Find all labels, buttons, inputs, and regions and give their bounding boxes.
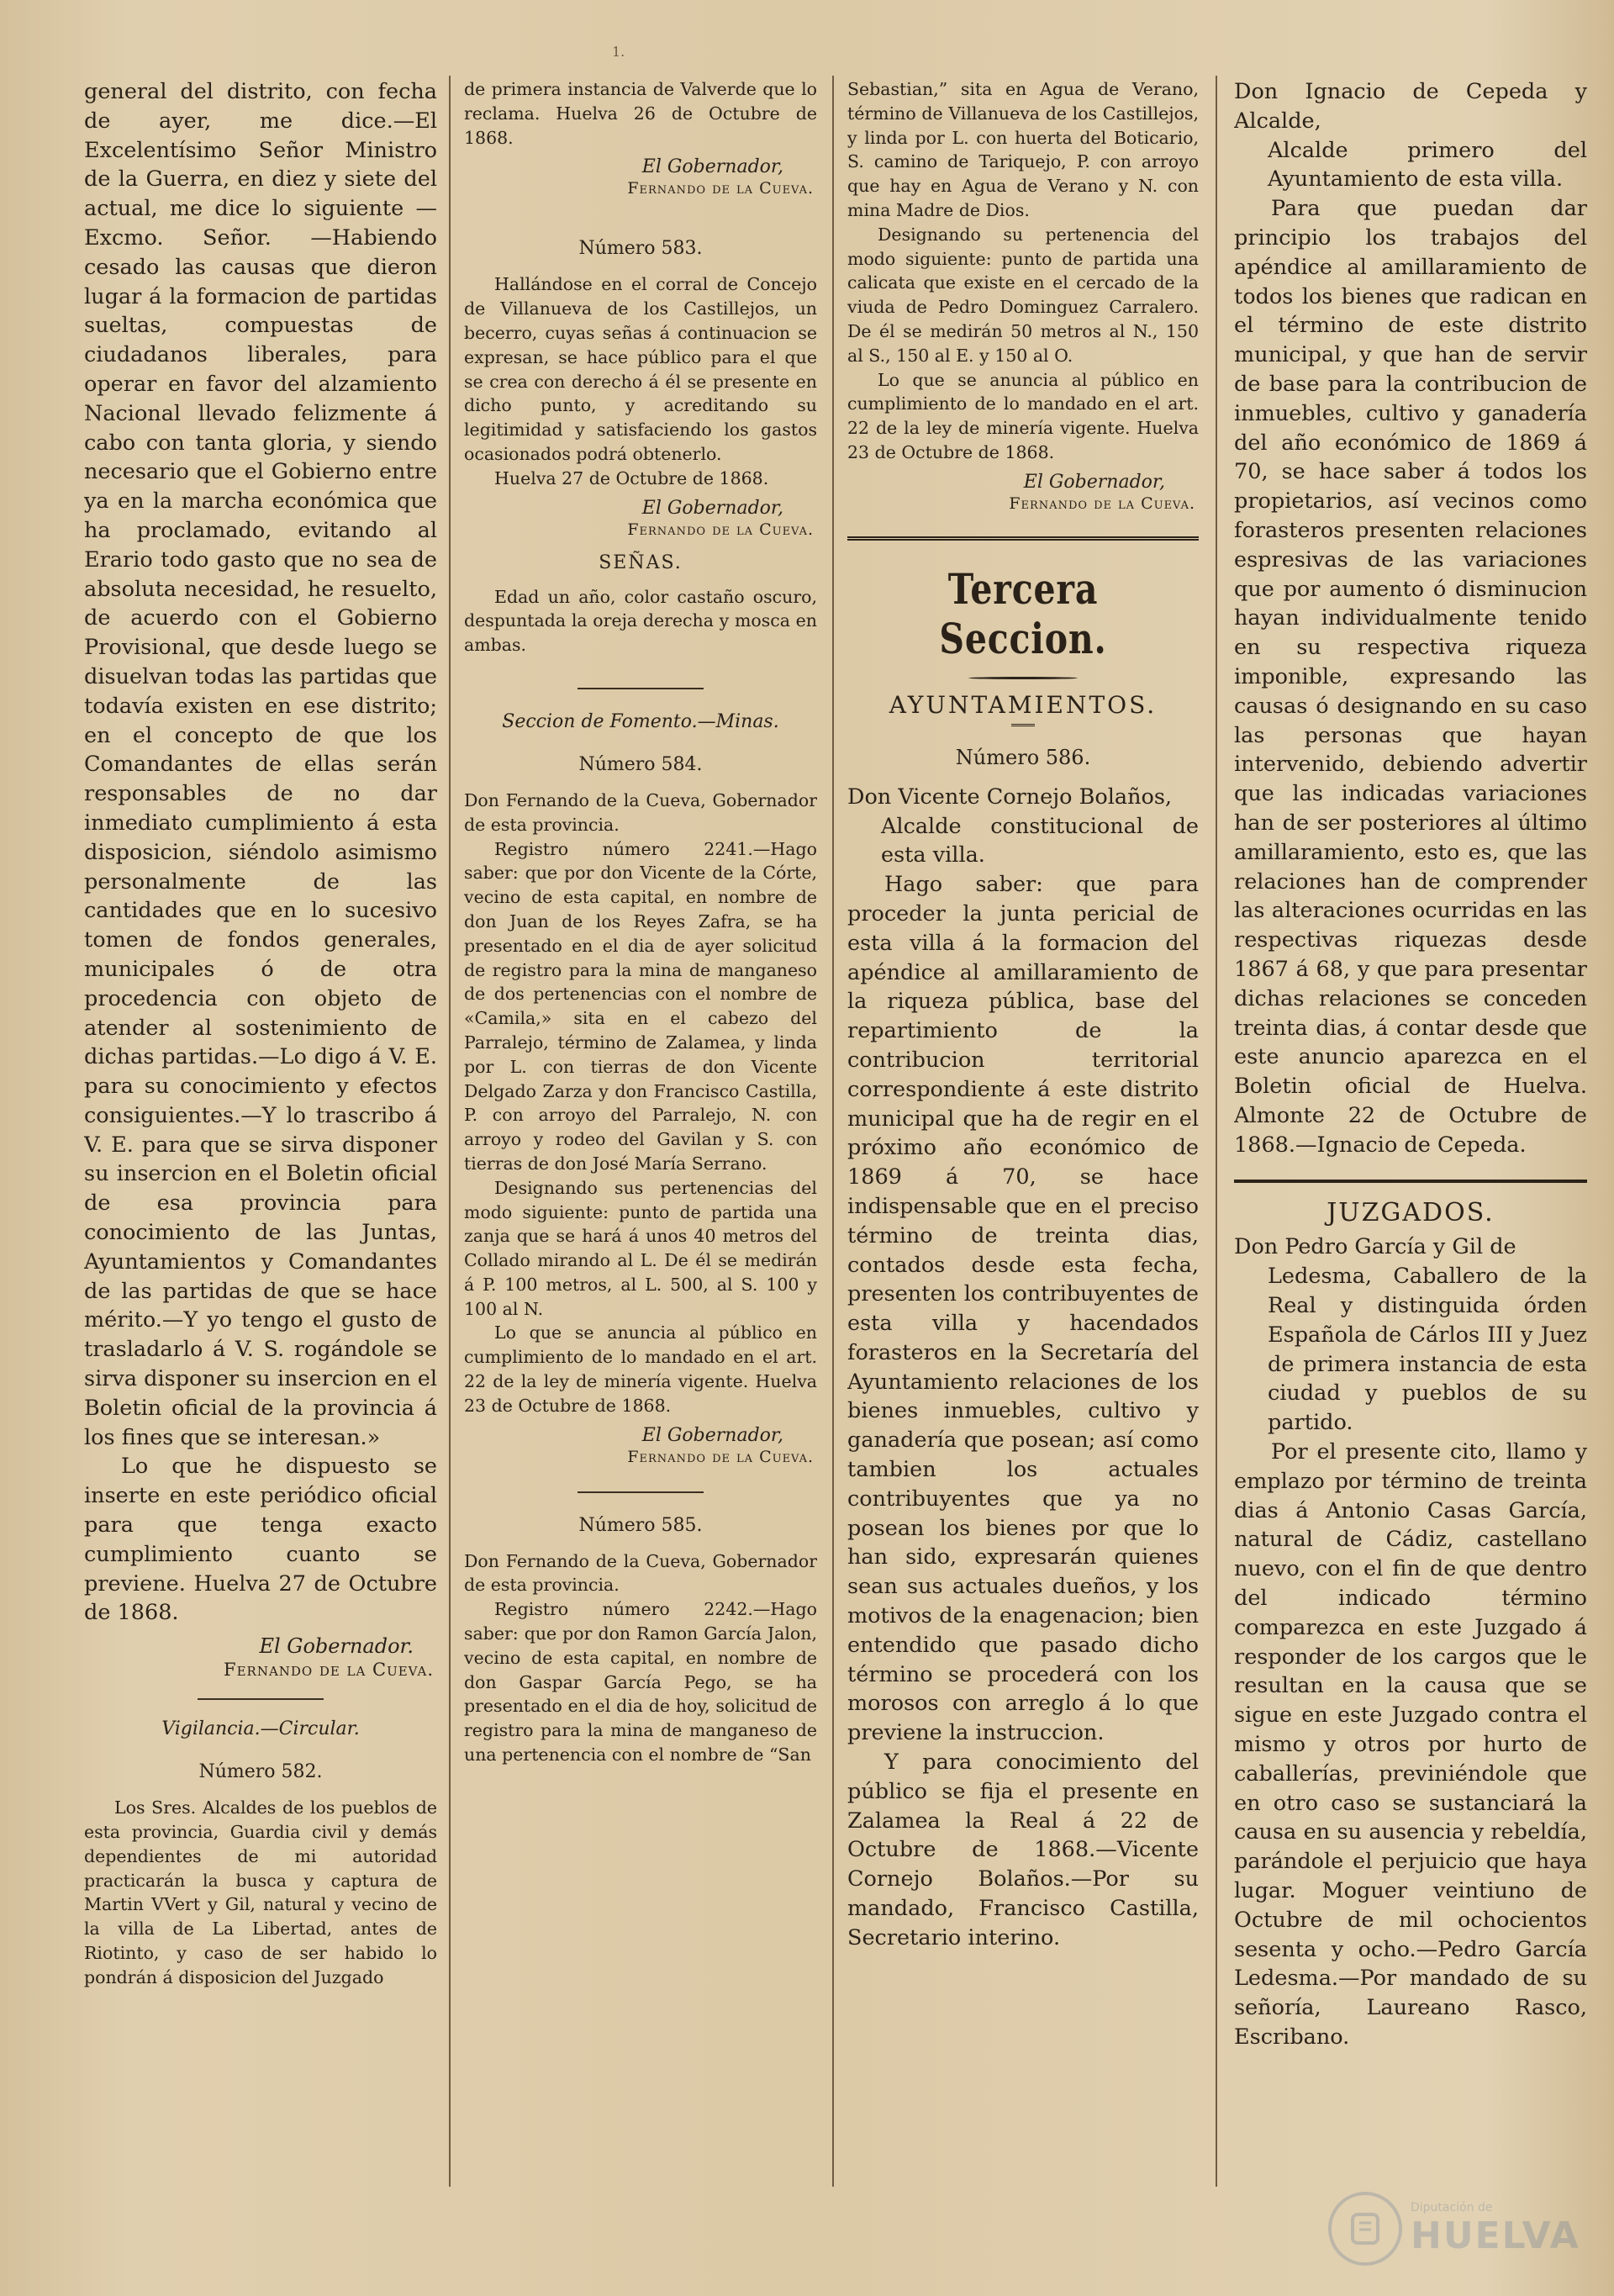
separator [198, 1698, 324, 1700]
column-rule [832, 76, 834, 2187]
signature-name: Fernando de la Cueva. [224, 1660, 434, 1681]
notice-body: Sebastian,” sita en Agua de Verano, término de Villanueva de los Castillejos, y linda por L. con huerta del Boticario, S. camino de Tariquejo, P. con arroyo que hay en Agua de Verano y N. con mina Madre de Dios. [847, 79, 1199, 220]
notice-intro: Alcalde primero del Ayuntamiento de esta villa. [1268, 137, 1587, 193]
column-3 [847, 77, 1199, 2195]
notice-intro: Don Vicente Cornejo Bolaños, [847, 784, 1173, 810]
notice-number: Número 586. [955, 745, 1091, 769]
notice-body: Registro número 2241.—Hago saber: que por don Vicente de la Córte, vecino de esta capital, en nombre de don Juan de los Reyes Zafra, se ha presentado en el dia de ayer solicitud de registro para la mina de manganeso de dos pertenencias con el nombre de «Camila,» sita en el cabezo del Parralejo, término de Zalamea, y linda por L. con tierras de don Vicente Delgado Zarza y don Francisco Castilla, P. con arroyo del Parralejo, N. con arroyo y rodeo del Gavilan y S. con tierras de don José María Serrano. [464, 838, 817, 1174]
senas-heading: SEÑAS. [599, 552, 683, 573]
column-1 [84, 77, 437, 2195]
notice-body: Lo que se anuncia al público en cumplimiento de lo mandado en el art. 22 de la ley de minería vigente. Huelva 23 de Octubre de 1868. [847, 369, 1199, 462]
notice-intro: Ledesma, Caballero de la Real y distinguida órden Española de Cárlos III y Juez de primera instancia de esta ciudad y pueblos de su partido. [1268, 1264, 1587, 1436]
watermark-text: HUELVA [1411, 2214, 1580, 2257]
subsection-title: AYUNTAMIENTOS. [889, 690, 1158, 719]
notice-body: Edad un año, color castaño oscuro, despuntada la oreja derecha y mosca en ambas. [464, 586, 817, 656]
signature-name: Fernando de la Cueva. [627, 1447, 814, 1466]
notice-intro: Don Pedro García y Gil de [1234, 1234, 1516, 1260]
signature-role: El Gobernador, [641, 497, 783, 519]
column-4 [1234, 77, 1587, 2195]
notice-body: Los Sres. Alcaldes de los pueblos de esta provincia, Guardia civil y demás dependientes de mi autoridad practicarán la busca y captura de Martin VVert y Gil, natural y vecino de la villa de La Libertad, antes de Riotinto, y caso de ser habido lo pondrán á disposicion del Juzgado [84, 1797, 437, 1987]
notice-number: Número 585. [578, 1514, 703, 1536]
section-heading: Vigilancia.—Circular. [161, 1718, 360, 1740]
seal-icon [1328, 2192, 1402, 2266]
notice-date: Huelva 27 de Octubre de 1868. [494, 467, 769, 488]
notice-number: Número 584. [578, 753, 703, 775]
notice-body: Hallándose en el corral de Concejo de Villanueva de los Castillejos, un becerro, cuyas señas á continuacion se expresan, se hace público para el que se crea con derecho á él se presente en dicho punto, y acreditando su legitimidad y satisfaciendo los gastos ocasionados podrá obtenerlo. [464, 274, 817, 464]
circular-closing: Lo que he dispuesto se inserte en este periódico oficial para que tenga exacto cumplimiento cuanto se previene. Huelva 27 de Octubre de 1868. [84, 1454, 437, 1626]
signature-name: Fernando de la Cueva. [627, 520, 814, 539]
archive-watermark [1328, 2187, 1580, 2271]
notice-intro: Don Fernando de la Cueva, Gobernador de esta provincia. [464, 1550, 817, 1596]
signature-role: El Gobernador, [1023, 471, 1165, 493]
column-rule [1216, 76, 1217, 2187]
notice-body: Registro número 2242.—Hago saber: que por don Ramon García Jalon, vecino de esta capital, en nombre de don Gaspar García Pego, se ha presentado en el dia de hoy, solicitud de registro para la mina de manganeso de una pertenencia con el nombre de “San [464, 1599, 817, 1766]
subsection-title: JUZGADOS. [1327, 1198, 1495, 1228]
notice-body: Lo que se anuncia al público en cumplimiento de lo mandado en el art. 22 de la ley de minería vigente. Huelva 23 de Octubre de 1868. [464, 1322, 817, 1416]
separator [578, 688, 704, 689]
page-mark: 1. [612, 44, 625, 60]
notice-body: Designando su pertenencia del modo siguiente: punto de partida una calicata que existe en el cercado de la viuda de Pedro Dominguez Carralero. De él se medirán 50 metros al N., 150 al S., 150 al E. y 150 al O. [847, 224, 1199, 366]
notice-body: de primera instancia de Valverde que lo reclama. Huelva 26 de Octubre de 1868. [464, 79, 817, 148]
notice-body: Por el presente cito, llamo y emplazo por término de treinta dias á Antonio Casas García, natural de Cádiz, castellano nuevo, con el fin de que dentro del indicado término comparezca en este Juzgado á responder de los cargos que le resultan en la causa que se sigue en este Juzgado contra el mismo y otros por hurto de caballerías, previniéndole que en otro caso se sustanciará la causa en su ausencia y rebeldía, parándole el perjuicio que haya lugar. Moguer veintiuno de Octubre de mil ochocientos sesenta y ocho.—Pedro García Ledesma.—Por mandado de su señoría, Laureano Rasco, Escribano. [1234, 1439, 1587, 2050]
notice-body: Designando sus pertenencias del modo siguiente: punto de partida una zanja que se hará á unos 40 metros del Collado mirando al L. De él se medirán á P. 100 metros, al L. 500, al S. 100 y 100 al N. [464, 1177, 817, 1319]
signature-name: Fernando de la Cueva. [627, 179, 814, 198]
notice-body: Para que puedan dar principio los trabajos del apéndice al amillaramiento de todos los bienes que radican en el término de este distrito municipal, y que han de servir de base para la contribucion de inmuebles, cultivo y ganadería del año económico de 1869 á 70, se hace saber á todos los propietarios, así vecinos como forasteros presenten relaciones espresivas de las variaciones que por aumento ó disminucion hayan individualmente tenido en su respectiva riqueza imponible, expresando las causas ó designando en su caso las personas que hayan intervenido, debiendo advertir que las indicadas variaciones han de ser posteriores al último amillaramiento, esto es, que las relaciones han de comprender las alteraciones ocurridas en las respectivas riquezas desde 1867 á 68, y que para presentar dichas relaciones se conceden treinta dias, á contar desde que este anuncio aparezca en el Boletin oficial de Huelva. Almonte 22 de Octubre de 1868.—Ignacio de Cepeda. [1234, 196, 1587, 1158]
signature-name: Fernando de la Cueva. [1009, 494, 1195, 513]
notice-intro: Don Ignacio de Cepeda y Alcalde, [1234, 79, 1587, 134]
signature-role: El Gobernador, [641, 1424, 783, 1446]
mini-rule [1011, 724, 1035, 729]
column-2 [464, 77, 817, 2195]
column-rule [449, 76, 451, 2187]
notice-body: Hago saber: que para proceder la junta pericial de esta villa á la formacion del apéndice al amillaramiento de la riqueza pública, base del repartimiento de la contribucion territorial correspondiente á este distrito municipal que ha de regir en el próximo año económico de 1869 á 70, se hace indispensable que en el preciso término de treinta dias, contados desde esta fecha, presenten los contribuyentes de esta villa y hacendados forasteros en la Secretaría del Ayuntamiento relaciones de los bienes inmuebles, cultivo y ganadería que posean; así como tambien los actuales contribuyentes que ya no posean los bienes por que lo han sido, expresarán quienes sean sus actuales dueños, y los motivos de la enagenacion; bien entendido que pasado dicho término se procederá con los morosos con arreglo á lo que previene la instruccion. [847, 872, 1199, 1746]
notice-intro: Alcalde constitucional de esta villa. [881, 813, 1199, 868]
notice-number: Número 583. [578, 238, 703, 260]
section-title: Tercera Seccion. [939, 563, 1107, 663]
circular-body: general del distrito, con fecha de ayer, me dice.—El Excelentísimo Señor Ministro de la Guerra, en diez y siete del actual, me dice lo siguiente —Excmo. Señor. —Habiendo cesado las causas que dieron lugar á la formacion de partidas sueltas, compuestas de ciudadanos liberales, para operar en favor del alzamiento Nacional llevado felizmente á cabo con tanta gloria, y siendo necesario que el Gobierno entre ya en la marcha económica que ha proclamado, evitando al Erario todo gasto que no sea de absoluta necesidad, he resuelto, de acuerdo con el Gobierno Provisional, que desde luego se disuelvan todas las partidas que todavía existen en ese distrito; en el concepto de que los Comandantes de ellas serán responsables de no dar inmediato cumplimiento á esta disposicion, siéndolo asimismo personalmente de las cantidades que en lo sucesivo tomen de fondos generales, municipales ó de otra procedencia con objeto de atender al sostenimiento de dichas partidas.—Lo digo á V. E. para su conocimiento y efectos consiguientes.—Y lo trascribo á V. E. para que se sirva disponer su insercion en el Boletin oficial de esa provincia para conocimiento de las Juntas, Ayuntamientos y Comandantes de las partidas de que se hace mérito.—Y yo tengo el gusto de trasladarlo á V. S. rogándole se sirva disponer su insercion en el Boletin oficial de la provincia á los fines que se interesan.» [84, 79, 437, 1450]
section-rule [1234, 1180, 1587, 1183]
separator [578, 1491, 704, 1493]
watermark-caption: Diputación de [1411, 2200, 1493, 2214]
ornament-rule [847, 677, 1199, 679]
notice-number: Número 582. [198, 1761, 323, 1783]
signature-role: El Gobernador, [641, 156, 783, 178]
notice-intro: Don Fernando de la Cueva, Gobernador de esta provincia. [464, 789, 817, 835]
section-rule [847, 536, 1199, 541]
section-heading: Seccion de Fomento.—Minas. [502, 710, 779, 732]
signature-role: El Gobernador. [259, 1634, 414, 1659]
notice-body: Y para conocimiento del público se fija el presente en Zalamea la Real á 22 de Octubre de 1868.—Vicente Cornejo Bolaños.—Por su mandado, Francisco Castilla, Secretario interino. [847, 1750, 1199, 1950]
